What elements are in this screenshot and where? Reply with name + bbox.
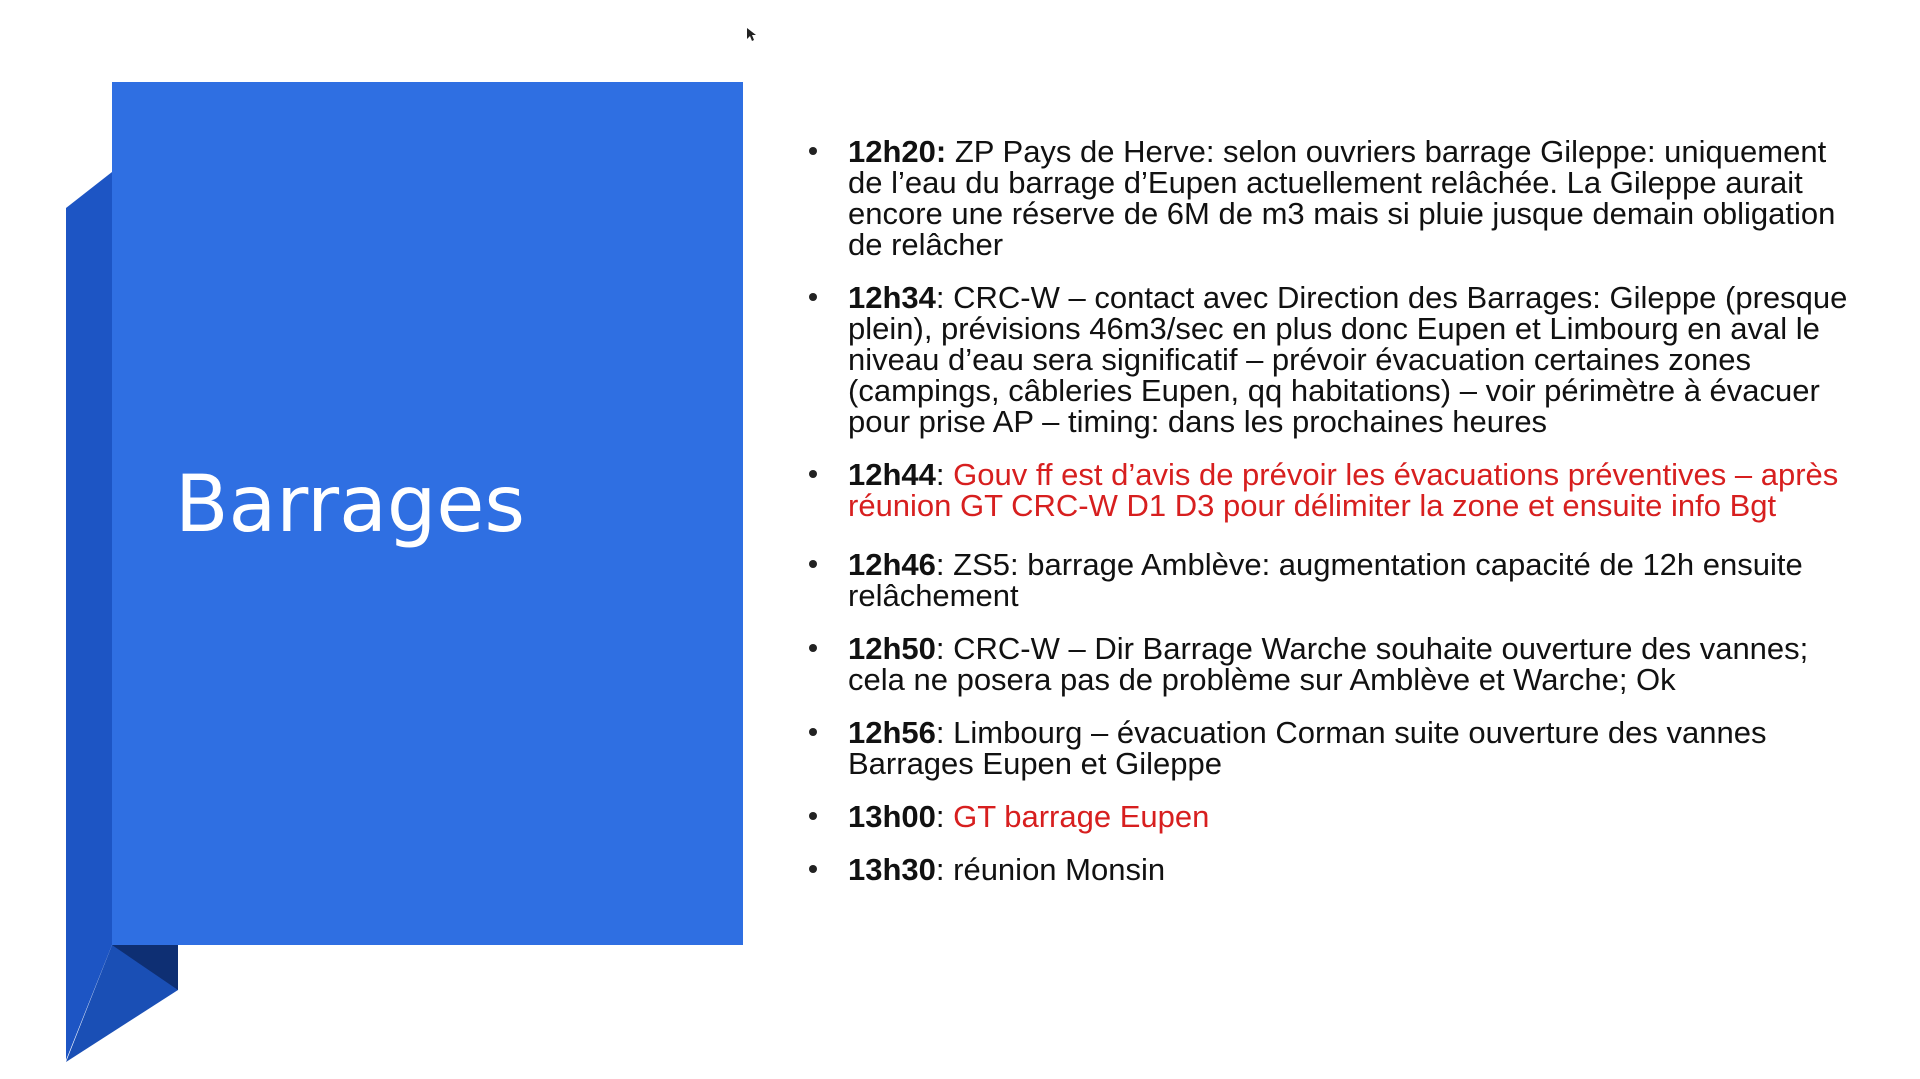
bullet-icon <box>809 560 817 568</box>
item-time: 12h20: <box>848 134 947 169</box>
list-item <box>808 801 1858 832</box>
bullet-icon <box>809 728 817 736</box>
item-time: 12h50 <box>848 631 936 666</box>
item-time: 12h46 <box>848 547 936 582</box>
item-text: ZP Pays de Herve: selon ouvriers barrage Gileppe: uniquement de l’eau du barrage d’Eupen actuellement relâchée. La Gileppe aurait encore une réserve de 6M de m3 mais si pluie jusque demain obligation de relâcher <box>848 134 1836 262</box>
list-item <box>808 549 1858 611</box>
item-separator: : <box>935 457 954 492</box>
list-item <box>808 717 1858 779</box>
item-separator: : <box>935 799 954 834</box>
list-item <box>808 633 1858 695</box>
mouse-cursor-icon <box>747 28 757 42</box>
item-text-highlight: GT barrage Eupen <box>953 799 1210 834</box>
list-item <box>808 136 1858 260</box>
item-time: 13h30 <box>848 852 936 887</box>
item-text: : réunion Monsin <box>935 852 1166 887</box>
item-time: 12h56 <box>848 715 936 750</box>
item-text: : CRC-W – Dir Barrage Warche souhaite ouverture des vannes; cela ne posera pas de problème sur Amblève et Warche; Ok <box>848 631 1809 697</box>
item-text: : CRC-W – contact avec Direction des Barrages: Gileppe (presque plein), prévisions 46m3/sec en plus donc Eupen et Limbourg en aval le niveau d’eau sera significatif – prévoir évacuation certaines zones (campings, câbleries Eupen, qq habitations) – voir périmètre à évacuer pour prise AP – timing: dans les prochaines heures <box>848 280 1848 439</box>
timeline-list <box>808 136 1858 885</box>
list-item <box>808 459 1858 521</box>
item-text: : Limbourg – évacuation Corman suite ouverture des vannes Barrages Eupen et Gileppe <box>848 715 1767 781</box>
item-text: : ZS5: barrage Amblève: augmentation capacité de 12h ensuite relâchement <box>848 547 1803 613</box>
list-item <box>808 854 1858 885</box>
item-time: 12h34 <box>848 280 936 315</box>
bullet-icon <box>809 293 817 301</box>
bullet-icon <box>809 812 817 820</box>
bullet-icon <box>809 470 817 478</box>
item-text-highlight: Gouv ff est d’avis de prévoir les évacuations préventives – après réunion GT CRC-W D1 D3 pour délimiter la zone et ensuite info Bgt <box>848 457 1839 523</box>
slide-title: Barrages <box>175 460 526 550</box>
bullet-icon <box>809 865 817 873</box>
item-time: 12h44 <box>848 457 936 492</box>
bullet-icon <box>809 644 817 652</box>
bullet-icon <box>809 147 817 155</box>
list-item <box>808 282 1858 437</box>
item-time: 13h00 <box>848 799 936 834</box>
ribbon-back-fold <box>66 172 112 1060</box>
